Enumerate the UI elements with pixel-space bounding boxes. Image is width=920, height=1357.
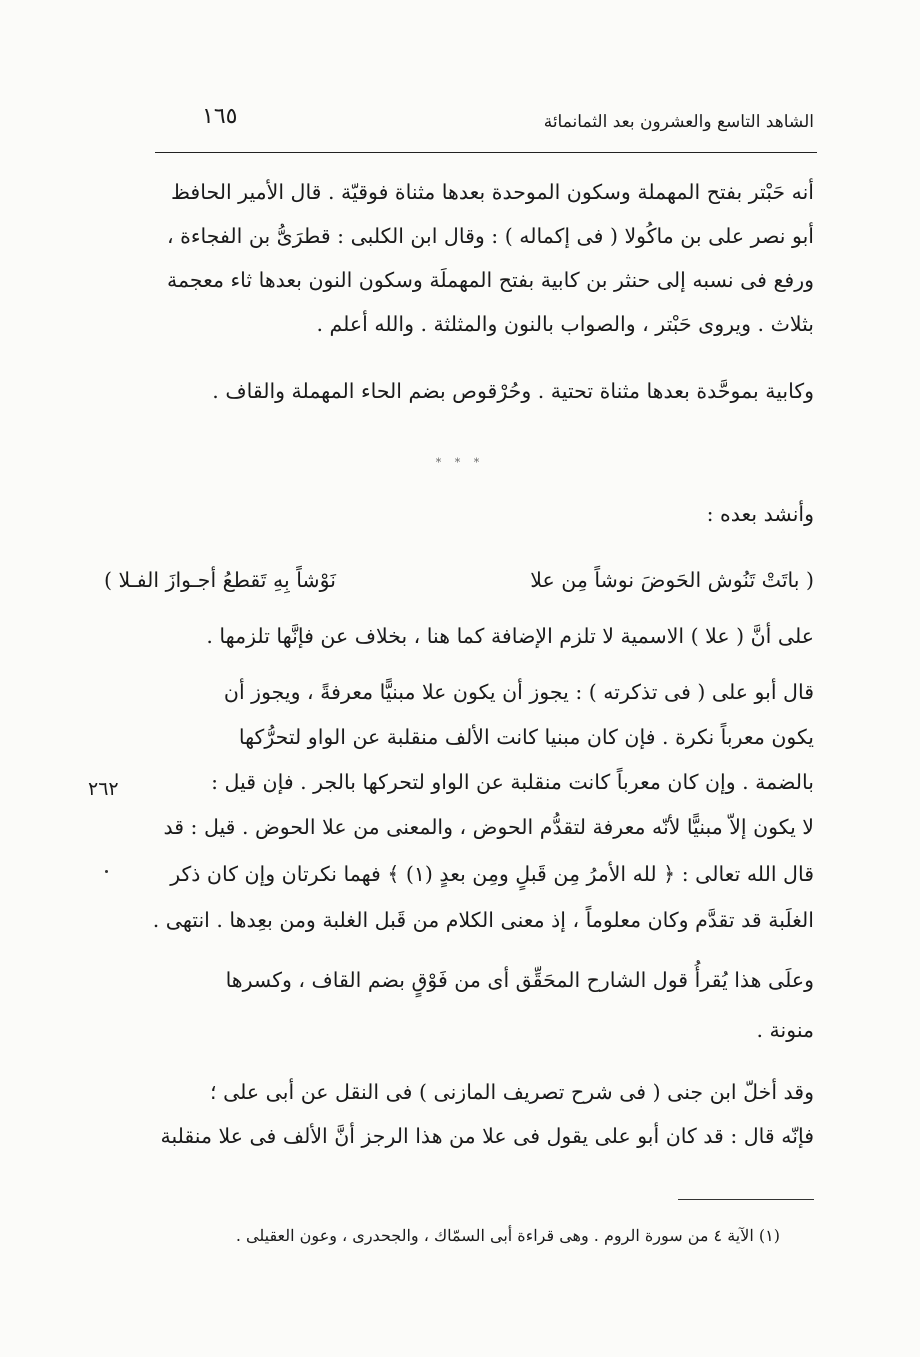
text-line: وقد أخلّ ابن جنى ( فى شرح تصريف المازنى ) فى النقل عن أبى على ؛ bbox=[210, 1080, 814, 1104]
text-line: قال أبو على ( فى تذكرته ) : يجوز أن يكون علا مبنيًّا معرفةً ، ويجوز أن bbox=[223, 680, 814, 704]
text-line: لا يكون إلاّ مبنيًّا لأنّه معرفة لتقدُّم الحوض ، والمعنى من علا الحوض . قيل : قد bbox=[163, 815, 814, 839]
footnote-rule bbox=[678, 1199, 814, 1200]
text-line: وكابية بموحَّدة بعدها مثناة تحتية . وحُرْقوص بضم الحاء المهملة والقاف . bbox=[212, 379, 814, 403]
text-line: فإنّه قال : قد كان أبو على يقول فى علا من هذا الرجز أنَّ الألف فى علا منقلبة bbox=[160, 1124, 814, 1148]
text-line: أبو نصر على بن ماكُولا ( فى إكماله ) : وقال ابن الكلبى : قطرَىُّ بن الفجاءة ، bbox=[167, 224, 814, 248]
text-line: على أنَّ ( علا ) الاسمية لا تلزم الإضافة كما هنا ، بخلاف عن فإنَّها تلزمها . bbox=[206, 624, 814, 648]
text-line: قال الله تعالى : ﴿ لله الأمرُ مِن قَبلٍ ومِن بعدٍ (١) ﴾ فهما نكرتان وإن كان ذكر bbox=[170, 862, 814, 886]
margin-number: ٢٦٢ bbox=[88, 778, 119, 800]
footnote: (١) الآية ٤ من سورة الروم . وهى قراءة أبى السمّاك ، والجحدرى ، وعون العقيلى . bbox=[235, 1226, 780, 1245]
verse-hemistich-second: نَوْشاً بِهِ تَقطعُ أجـوازَ الفـلا ) bbox=[104, 568, 336, 592]
page-number: ١٦٥ bbox=[202, 104, 238, 129]
running-title: الشاهد التاسع والعشرون بعد الثمانمائة bbox=[543, 112, 814, 132]
text-line: ورفع فى نسبه إلى حنثر بن كابية بفتح المهملَة وسكون النون بعدها ثاء معجمة bbox=[167, 268, 814, 292]
text-line: الغلَبة قد تقدَّم وكان معلوماً ، إذ معنى الكلام من قَبل الغلبة ومن بعِدها . انتهى . bbox=[152, 908, 814, 932]
margin-mark bbox=[105, 870, 108, 873]
text-line: بالضمة . وإن كان معرباً كانت منقلبة عن الواو لتحركها بالجر . فإن قيل : bbox=[211, 770, 814, 794]
text-line: منونة . bbox=[756, 1018, 814, 1042]
verse-hemistich-first: ( باتَتْ تَنُوش الحَوضَ نوشاً مِن علا bbox=[530, 568, 814, 592]
text-line: وعلَى هذا يُقرأُ قول الشارح المحَقِّق أى من فَوْقٍ بضم القاف ، وكسرها bbox=[225, 968, 814, 992]
text-line: يكون معرباً نكرة . فإن كان مبنيا كانت الألف منقلبة عن الواو لتحرُّكها bbox=[238, 725, 814, 749]
section-separator: * * * bbox=[435, 456, 485, 469]
text-line: أنه حَبْتر بفتح المهملة وسكون الموحدة بعدها مثناة فوقيّة . قال الأمير الحافظ bbox=[170, 180, 814, 204]
text-line: وأنشد بعده : bbox=[706, 502, 814, 526]
header-rule bbox=[155, 152, 817, 153]
verse bbox=[104, 568, 814, 604]
text-line: بثلاث . ويروى حَبْتر ، والصواب بالنون والمثلثة . والله أعلم . bbox=[316, 312, 814, 336]
